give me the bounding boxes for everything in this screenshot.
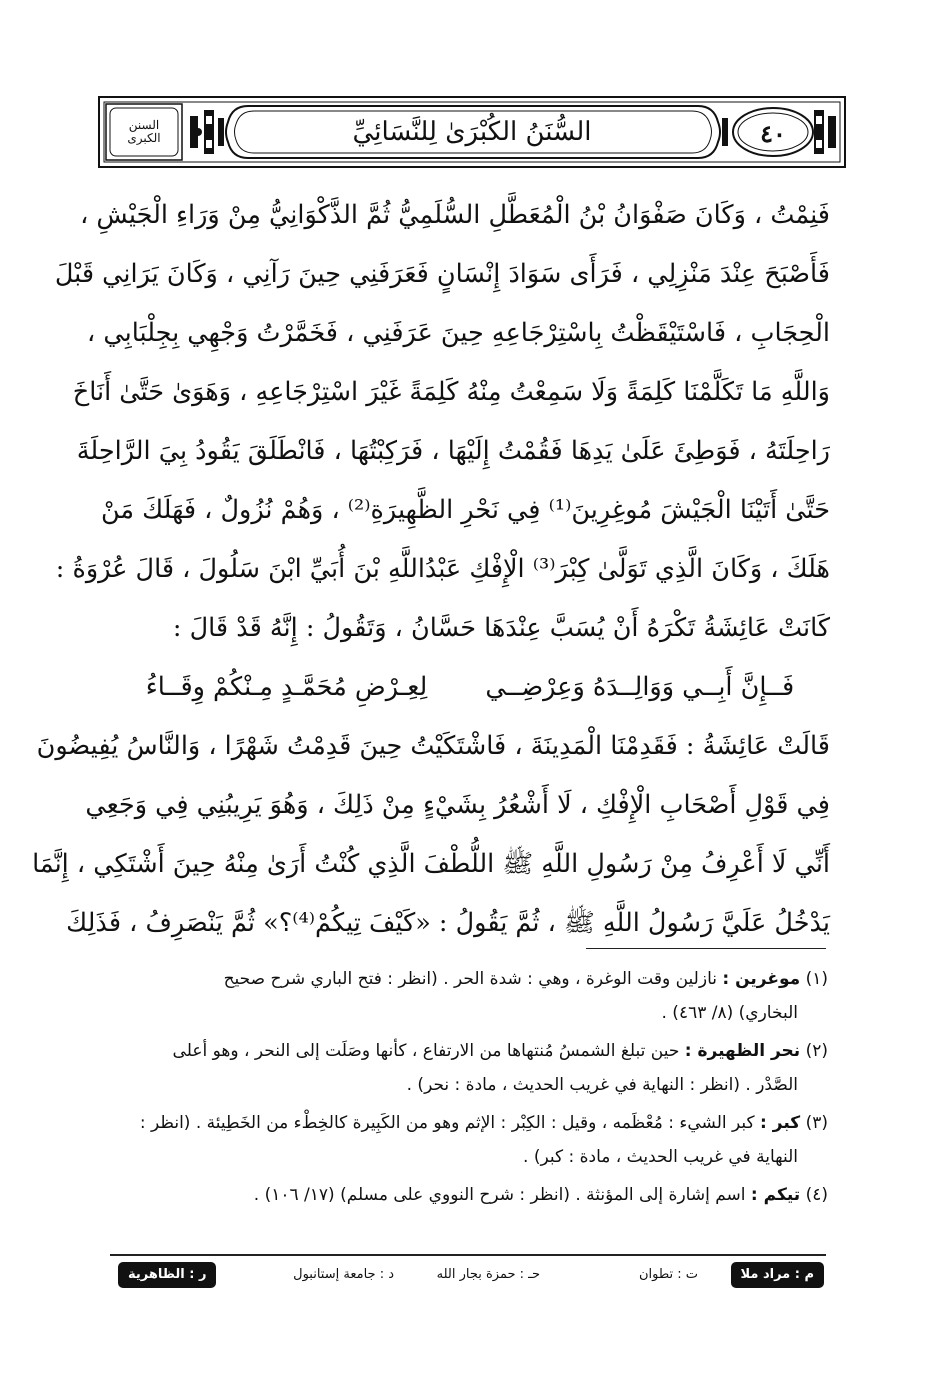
manuscript-siglum-h: حـ : حمزة بجار الله xyxy=(436,1267,540,1282)
page-number: ٤٠ xyxy=(760,118,786,148)
footnote-text: اسم إشارة إلى المؤنثة . (انظر : شرح النووي على مسلم) (١٧/ ١٠٦) . xyxy=(253,1185,746,1205)
text-line: أَنِّي لَا أَعْرِفُ مِنْ رَسُولِ اللَّهِ ﷺ اللُّطْفَ الَّذِي كُنْتُ أَرَىٰ مِنْهُ حِينَ أَشْتَكِي ، إِنَّمَا xyxy=(32,849,830,879)
footnote-continuation: الصَّدْر . (انظر : النهاية في غريب الحديث ، مادة : نحر) . xyxy=(406,1075,798,1095)
poem-verse xyxy=(110,658,830,717)
page-header xyxy=(98,96,846,168)
footnote-number: (٢) xyxy=(805,1041,828,1061)
text-line: هَلَكَ ، وَكَانَ الَّذِي تَوَلَّىٰ كِبْرَ⁽³⁾ الْإِفْكِ عَبْدُاللَّهِ بْنَ أُبَيِّ ابْنَ سَلُولَ ، قَالَ عُرْوَةُ : xyxy=(55,554,830,584)
text-line: وَاللَّهِ مَا تَكَلَّمْنَا كَلِمَةً وَلَا سَمِعْتُ مِنْهُ كَلِمَةً غَيْرَ اسْتِرْجَاعِهِ ، وَهَوَىٰ حَتَّىٰ أَنَاخَ xyxy=(72,377,830,407)
poem-hemistich-first: فَــإِنَّ أَبِــي وَوَالِــدَهُ وَعِرْضِــي xyxy=(485,672,795,702)
bottom-separator xyxy=(110,1254,826,1256)
footnote-term: نحر الظهيرة : xyxy=(684,1041,801,1061)
footnote-continuation: النهاية في غريب الحديث ، مادة : كبر) . xyxy=(523,1147,798,1167)
manuscript-sigla-bar xyxy=(118,1262,824,1288)
manuscript-siglum-t: ت : تطوان xyxy=(638,1267,698,1282)
footnote xyxy=(106,1034,828,1102)
text-line: رَاحِلَتَهُ ، فَوَطِئَ عَلَىٰ يَدِهَا فَقُمْتُ إِلَيْهَا ، فَرَكِبْتُهَا ، فَانْطَلَقَ يَقُودُ بِيَ الرَّاحِلَةَ xyxy=(76,436,830,466)
text-line: فَأَصْبَحَ عِنْدَ مَنْزِلِي ، فَرَأَى سَوَادَ إِنْسَانٍ فَعَرَفَنِي حِينَ رَآنِي ، وَكَانَ يَرَانِي قَبْلَ xyxy=(54,259,830,289)
footnote-term: موغرين : xyxy=(722,969,801,989)
footnote-term: كبر : xyxy=(760,1113,801,1133)
text-line: حَتَّىٰ أَتَيْنَا الْجَيْشَ مُوغِرِينَ⁽¹⁾ فِي نَحْرِ الظَّهِيرَةِ⁽²⁾ ، وَهُمْ نُزُولٌ ، فَهَلَكَ مَنْ xyxy=(101,495,830,525)
footnote-term: تيكم : xyxy=(750,1185,801,1205)
footnote xyxy=(106,1106,828,1174)
footnote-number: (٣) xyxy=(805,1113,828,1133)
manuscript-siglum-m: م : مراد ملا xyxy=(731,1262,825,1288)
manuscript-siglum-d: د : جامعة إستانبول xyxy=(293,1267,394,1282)
footnote xyxy=(106,1178,828,1212)
text-line: الْحِجَابِ ، فَاسْتَيْقَظْتُ بِاسْتِرْجَاعِهِ حِينَ عَرَفَنِي ، فَخَمَّرْتُ وَجْهِي بِجِلْبَابِي ، xyxy=(87,318,830,348)
text-line: فِي قَوْلِ أَصْحَابِ الْإِفْكِ ، لَا أَشْعُرُ بِشَيْءٍ مِنْ ذَلِكَ ، وَهُوَ يَرِيبُنِي فِي وَجَعِي xyxy=(85,790,830,820)
footnote-number: (٤) xyxy=(805,1185,828,1205)
footnote-separator xyxy=(586,948,826,949)
book-emblem: السنن الكبرى xyxy=(127,118,161,145)
footnote xyxy=(106,962,828,1030)
footnote-text: نازلين وقت الوغرة ، وهي : شدة الحر . (انظر : فتح الباري شرح صحيح xyxy=(223,969,717,989)
footnote-number: (١) xyxy=(805,969,828,989)
manuscript-siglum-r: ر : الظاهرية xyxy=(118,1262,216,1288)
text-line: كَانَتْ عَائِشَةُ تَكْرَهُ أَنْ يُسَبَّ عِنْدَهَا حَسَّانُ ، وَتَقُولُ : إِنَّهُ قَدْ قَالَ : xyxy=(172,613,830,643)
main-text xyxy=(32,186,830,953)
footnote-text: حين تبلغ الشمسُ مُنتهاها من الارتفاع ، كأنها وصَلَت إلى النحر ، وهو أعلى xyxy=(172,1041,680,1061)
footnote-continuation: البخاري) (٨/ ٤٦٣) . xyxy=(661,1003,798,1023)
footnote-text: كبر الشيء : مُعْظَمه ، وقيل : الكِبْر : الإثم وهو من الكَبِيرة كالخِطْء من الخَطِيئة . (انظر : xyxy=(139,1113,755,1133)
book-title: السُّنَنُ الكُبْرَىٰ لِلنَّسَائِيِّ xyxy=(352,117,592,147)
text-line: فَنِمْتُ ، وَكَانَ صَفْوَانُ بْنُ الْمُعَطَّلِ السُّلَمِيُّ ثُمَّ الذَّكْوَانِيُّ مِنْ وَرَاءِ الْجَيْشِ ، xyxy=(80,200,830,230)
text-line: يَدْخُلُ عَلَيَّ رَسُولُ اللَّهِ ﷺ ، ثُمَّ يَقُولُ : «كَيْفَ تِيكُمْ⁽⁴⁾؟» ثُمَّ يَنْصَرِفُ ، فَذَلِكَ xyxy=(66,908,830,938)
text-line: قَالَتْ عَائِشَةُ : فَقَدِمْنَا الْمَدِينَةَ ، فَاشْتَكَيْتُ حِينَ قَدِمْتُ شَهْرًا ، وَالنَّاسُ يُفِيضُونَ xyxy=(36,731,830,761)
poem-hemistich-second: لِعِـرْضِ مُحَمَّـدٍ مِـنْكُمْ وِقَــاءُ xyxy=(145,672,428,702)
footnotes xyxy=(106,962,828,1216)
